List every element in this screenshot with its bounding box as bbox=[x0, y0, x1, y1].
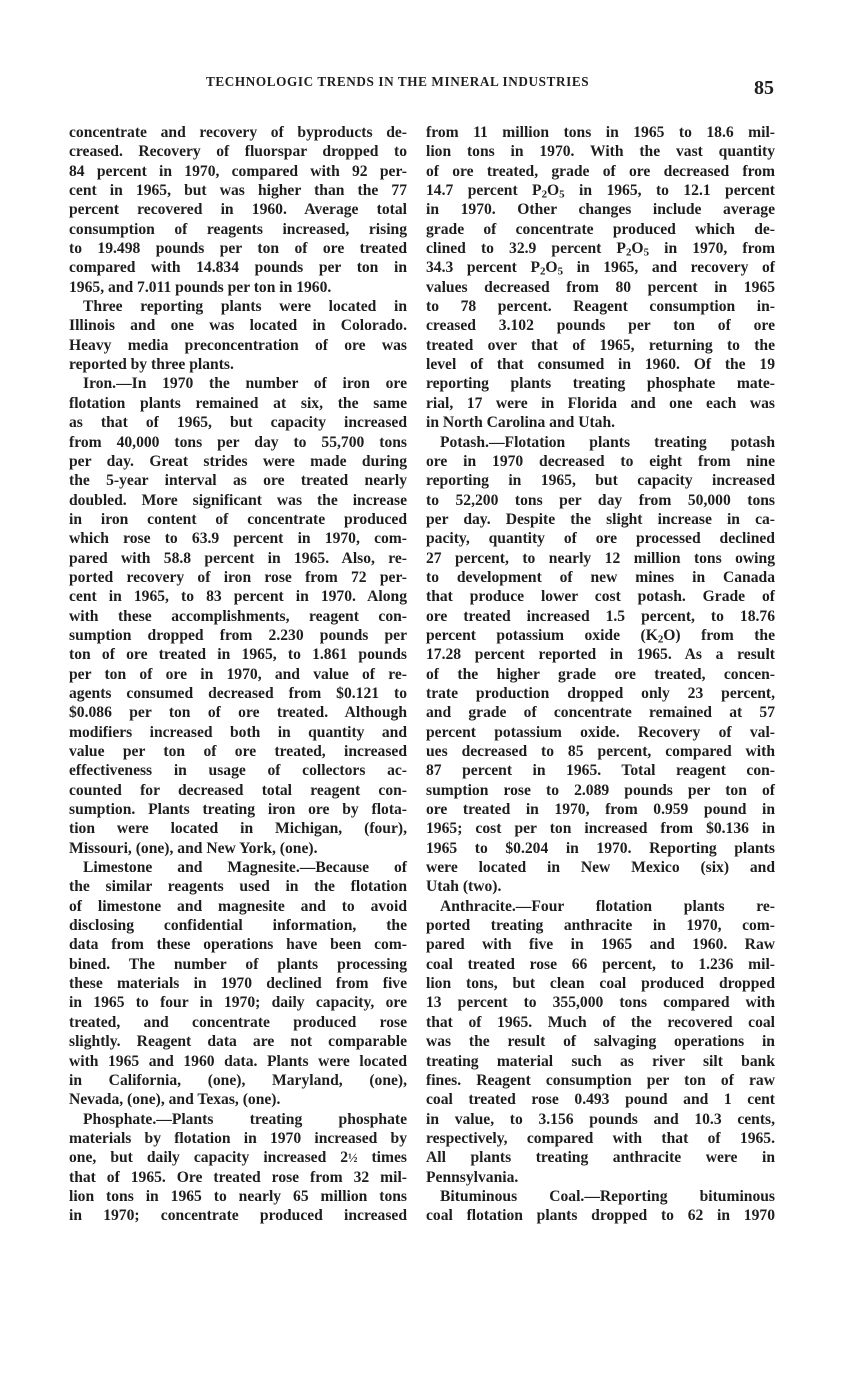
text-line: Nevada, (one), and Texas, (one). bbox=[69, 1091, 281, 1109]
section-heading-bituminous: Bituminous Coal. bbox=[440, 1187, 585, 1205]
text-line bbox=[426, 239, 775, 258]
subscript: 5 bbox=[643, 246, 650, 259]
text-line: and grade of concentrate remained at 57 bbox=[426, 704, 775, 722]
text-line: sumption dropped from 2.230 pounds per bbox=[69, 626, 407, 644]
running-title: TECHNOLOGIC TRENDS IN THE MINERAL INDUSTRIES bbox=[206, 74, 590, 89]
text-line: 1965 to $0.204 in 1970. Reporting plants bbox=[426, 839, 775, 857]
right-column bbox=[426, 123, 775, 1226]
text-line: flotation plants remained at six, the same bbox=[69, 394, 407, 412]
text-line: creased 3.102 pounds per ton of ore bbox=[426, 317, 775, 335]
text-line: ore treated increased 1.5 percent, to 18.76 bbox=[426, 607, 775, 625]
section-heading-iron: Iron. bbox=[83, 375, 117, 393]
text-line: modifiers increased both in quantity and bbox=[69, 723, 407, 741]
text-run: percent potassium oxide (K bbox=[426, 626, 658, 644]
text-line: to 52,200 tons per day from 50,000 tons bbox=[426, 491, 775, 509]
text-line: ore treated in 1970, from 0.959 pound in bbox=[426, 801, 775, 819]
text-line: the similar reagents used in the flotation bbox=[69, 878, 407, 896]
text-line: fines. Reagent consumption per ton of raw bbox=[426, 1071, 775, 1089]
text-run: in 1970, from bbox=[649, 240, 775, 258]
text-line: All plants treating anthracite were in bbox=[426, 1149, 775, 1167]
text-run: clined to 32.9 percent P bbox=[426, 240, 626, 258]
text-line: 1965; cost per ton increased from $0.136 in bbox=[426, 820, 775, 838]
text-line: lion tons in 1965 to nearly 65 million tons bbox=[69, 1187, 407, 1205]
text-line: 27 percent, to nearly 12 million tons owing bbox=[426, 549, 775, 567]
text-line: cent in 1965, but was higher than the 77 bbox=[69, 182, 407, 200]
text-line bbox=[69, 1110, 407, 1129]
left-column bbox=[69, 123, 407, 1226]
text-line: to development of new mines in Canada bbox=[426, 568, 775, 586]
section-heading-potash: Potash. bbox=[440, 433, 489, 451]
text-run: one, but daily capacity increased 2 bbox=[69, 1149, 349, 1167]
text-line: 87 percent in 1965. Total reagent con- bbox=[426, 762, 775, 780]
subscript: 2 bbox=[541, 188, 548, 201]
text-line: level of that consumed in 1960. Of the 19 bbox=[426, 356, 775, 374]
text-line: that of 1965. Much of the recovered coal bbox=[426, 1013, 775, 1031]
text-line: coal treated rose 0.493 pound and 1 cent bbox=[426, 1091, 775, 1109]
text-run: —Four flotation plants re- bbox=[515, 897, 775, 915]
text-line: was the result of salvaging operations in bbox=[426, 1033, 775, 1051]
text-run: O bbox=[663, 626, 676, 644]
text-line: $0.086 per ton of ore treated. Although bbox=[69, 704, 407, 722]
text-line: reported by three plants. bbox=[69, 356, 234, 374]
text-line bbox=[426, 181, 775, 200]
text-line bbox=[69, 374, 407, 393]
text-run: O bbox=[547, 182, 560, 200]
text-line: concentrate and recovery of byproducts de- bbox=[69, 124, 407, 141]
text-run: 34.3 percent P bbox=[426, 259, 540, 277]
text-line: data from these operations have been com- bbox=[69, 936, 407, 954]
text-line: in North Carolina and Utah. bbox=[426, 414, 616, 432]
subscript: 5 bbox=[557, 266, 564, 279]
text-line: which rose to 63.9 percent in 1970, com- bbox=[69, 530, 407, 548]
text-run: —Reporting bituminous bbox=[584, 1187, 775, 1205]
text-line: Three reporting plants were located in bbox=[83, 298, 407, 316]
text-line: percent recovered in 1960. Average total bbox=[69, 201, 407, 219]
text-line bbox=[426, 258, 775, 277]
text-line: doubled. More significant was the increase bbox=[69, 491, 407, 509]
text-line: agents consumed decreased from $0.121 to bbox=[69, 684, 407, 702]
text-line: in iron content of concentrate produced bbox=[69, 510, 407, 528]
text-line: ton of ore treated in 1965, to 1.861 pounds bbox=[69, 646, 407, 664]
text-line: cent in 1965, to 83 percent in 1970. Along bbox=[69, 588, 407, 606]
text-line: in value, to 3.156 pounds and 10.3 cents, bbox=[426, 1110, 775, 1128]
text-line bbox=[426, 897, 775, 916]
text-run: —Because of bbox=[299, 859, 408, 877]
text-run: —In 1970 the number of iron ore bbox=[116, 375, 407, 393]
text-line: in California, (one), Maryland, (one), bbox=[69, 1071, 407, 1089]
text-line: per ton of ore in 1970, and value of re- bbox=[69, 665, 407, 683]
text-line: per day. Despite the slight increase in ca- bbox=[426, 510, 775, 528]
text-line: Utah (two). bbox=[426, 878, 502, 896]
text-run: ) from the bbox=[675, 626, 775, 644]
subscript: 2 bbox=[657, 633, 664, 646]
text-line: respectively, compared with that of 1965. bbox=[426, 1129, 775, 1147]
text-line: disclosing confidential information, the bbox=[69, 917, 407, 935]
text-line: Pennsylvania. bbox=[426, 1168, 519, 1186]
text-line: Illinois and one was located in Colorado. bbox=[69, 317, 407, 335]
subscript: 5 bbox=[559, 188, 565, 201]
text-line: to 78 percent. Reagent consumption in- bbox=[426, 298, 775, 316]
text-line: pared with five in 1965 and 1960. Raw bbox=[426, 936, 775, 954]
text-line: to 19.498 pounds per ton of ore treated bbox=[69, 240, 407, 258]
text-line: the 5-year interval as ore treated nearly bbox=[69, 472, 407, 490]
fraction-glyph: ½ bbox=[348, 1151, 358, 1166]
text-line: 1965, and 7.011 pounds per ton in 1960. bbox=[69, 278, 332, 296]
text-line: materials by flotation in 1970 increased by bbox=[69, 1129, 407, 1147]
text-line: in 1970. Other changes include average bbox=[426, 201, 775, 219]
text-line: creased. Recovery of fluorspar dropped to bbox=[69, 143, 407, 161]
text-line: pacity, quantity of ore processed declined bbox=[426, 530, 775, 548]
section-heading-limestone: Limestone and Magnesite. bbox=[83, 859, 300, 877]
text-line: sumption rose to 2.089 pounds per ton of bbox=[426, 781, 775, 799]
text-line: ues decreased to 85 percent, compared with bbox=[426, 743, 775, 760]
text-line: lion tons in 1970. With the vast quantity bbox=[426, 143, 775, 161]
text-line: 17.28 percent reported in 1965. As a result bbox=[426, 646, 775, 664]
text-line: of ore treated, grade of ore decreased from bbox=[426, 162, 775, 180]
text-line bbox=[69, 1148, 407, 1167]
text-line: slightly. Reagent data are not comparable bbox=[69, 1033, 407, 1051]
text-line: reporting in 1965, but capacity increased bbox=[426, 472, 775, 490]
text-line: lion tons, but clean coal produced dropped bbox=[426, 975, 775, 993]
text-line bbox=[69, 858, 407, 877]
text-line: grade of concentrate produced which de- bbox=[426, 220, 775, 238]
text-line: that of 1965. Ore treated rose from 32 mil- bbox=[69, 1168, 407, 1186]
text-line: reporting plants treating phosphate mate- bbox=[426, 375, 775, 393]
text-line: compared with 14.834 pounds per ton in bbox=[69, 259, 407, 277]
text-line: ore in 1970 decreased to eight from nine bbox=[426, 452, 775, 470]
text-line: treated, and concentrate produced rose bbox=[69, 1013, 407, 1031]
text-line: per day. Great strides were made during bbox=[69, 452, 407, 470]
text-run: O bbox=[545, 259, 558, 277]
text-line: values decreased from 80 percent in 1965 bbox=[426, 278, 775, 296]
text-line: effectiveness in usage of collectors ac- bbox=[69, 762, 407, 780]
text-line: Missouri, (one), and New York, (one). bbox=[69, 839, 318, 857]
page-number: 85 bbox=[754, 77, 774, 99]
section-heading-phosphate: Phosphate. bbox=[83, 1110, 157, 1128]
text-line: counted for decreased total reagent con- bbox=[69, 781, 407, 799]
text-line: percent potassium oxide. Recovery of val- bbox=[426, 723, 775, 741]
text-run: 14.7 percent P bbox=[426, 182, 542, 200]
text-line: tion were located in Michigan, (four), bbox=[69, 820, 407, 838]
text-line: bined. The number of plants processing bbox=[69, 955, 407, 973]
text-line: value per ton of ore treated, increased bbox=[69, 743, 407, 760]
text-line bbox=[426, 626, 775, 645]
subscript: 2 bbox=[625, 246, 632, 259]
text-line: from 11 million tons in 1965 to 18.6 mil- bbox=[426, 124, 775, 141]
text-run: times bbox=[357, 1149, 407, 1167]
text-line: with 1965 and 1960 data. Plants were located bbox=[69, 1052, 407, 1070]
text-run: —Plants treating phosphate bbox=[156, 1110, 407, 1128]
text-line: 13 percent to 355,000 tons compared with bbox=[426, 994, 775, 1012]
text-run: in 1965, to 12.1 percent bbox=[564, 182, 775, 200]
text-line: that produce lower cost potash. Grade of bbox=[426, 588, 775, 606]
text-run: —Flotation plants treating potash bbox=[488, 433, 775, 451]
text-line bbox=[426, 1187, 775, 1206]
text-line: ported treating anthracite in 1970, com- bbox=[426, 917, 775, 935]
text-line: treated over that of 1965, returning to the bbox=[426, 336, 775, 354]
text-line: Heavy media preconcentration of ore was bbox=[69, 336, 407, 354]
text-line: coal treated rose 66 percent, to 1.236 mil- bbox=[426, 955, 775, 973]
text-line: pared with 58.8 percent in 1965. Also, re- bbox=[69, 549, 407, 567]
text-line: in 1970; concentrate produced increased bbox=[69, 1207, 407, 1225]
subscript: 2 bbox=[539, 266, 546, 279]
text-line: were located in New Mexico (six) and bbox=[426, 859, 775, 877]
text-line: trate production dropped only 23 percent, bbox=[426, 684, 775, 702]
text-line: coal flotation plants dropped to 62 in 1970 bbox=[426, 1207, 775, 1225]
text-line: from 40,000 tons per day to 55,700 tons bbox=[69, 433, 407, 451]
text-line: ported recovery of iron rose from 72 per- bbox=[69, 568, 407, 586]
text-line: sumption. Plants treating iron ore by flota- bbox=[69, 801, 407, 819]
section-heading-anthracite: Anthracite. bbox=[440, 897, 516, 915]
text-line: in 1965 to four in 1970; daily capacity, ore bbox=[69, 994, 407, 1012]
text-line: 84 percent in 1970, compared with 92 per- bbox=[69, 162, 407, 180]
text-line: rial, 17 were in Florida and one each was bbox=[426, 394, 775, 412]
text-line: as that of 1965, but capacity increased bbox=[69, 414, 407, 432]
text-line: consumption of reagents increased, rising bbox=[69, 220, 407, 238]
text-run: in 1965, and recovery of bbox=[563, 259, 775, 277]
text-line: of limestone and magnesite and to avoid bbox=[69, 897, 407, 915]
text-line: of the higher grade ore treated, concen- bbox=[426, 665, 775, 683]
text-line: with these accomplishments, reagent con- bbox=[69, 607, 407, 625]
text-line: treating material such as river silt bank bbox=[426, 1052, 775, 1070]
text-line bbox=[426, 433, 775, 452]
text-line: these materials in 1970 declined from five bbox=[69, 975, 407, 993]
text-run: O bbox=[631, 240, 644, 258]
